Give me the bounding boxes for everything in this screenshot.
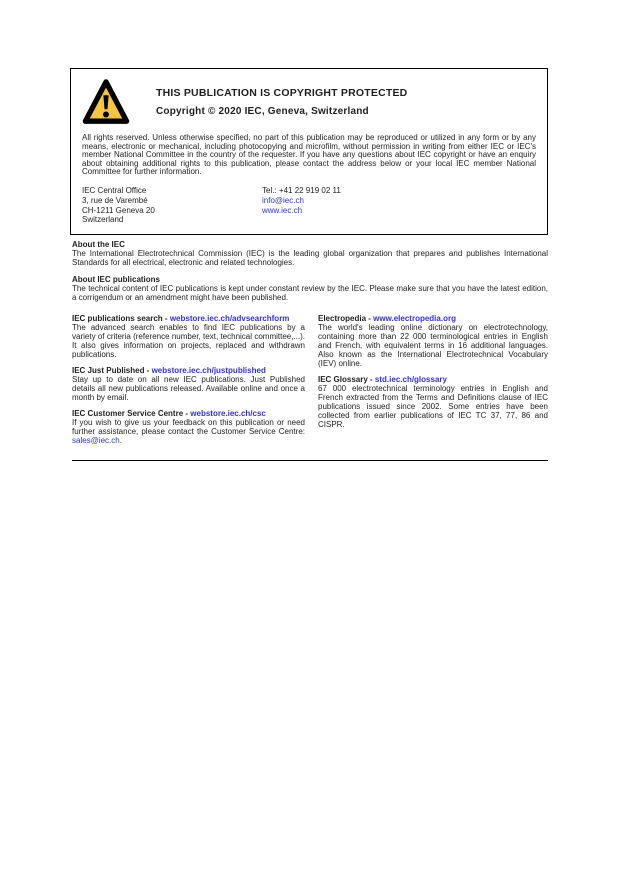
electropedia-item [318, 314, 548, 368]
resources-column-left [72, 314, 305, 445]
lower-content [72, 240, 548, 461]
address-line: 3, rue de Varembé [82, 195, 148, 205]
iec-glossary-label: IEC Glossary - [318, 374, 375, 384]
publications-search-text: The advanced search enables to find IEC publications by a variety of criteria (reference number, text, technical committee,...). It also gives information on projects, replaced and withdrawn publications. [72, 322, 305, 359]
email-link[interactable]: info@iec.ch [262, 195, 304, 205]
electropedia-title [318, 314, 548, 323]
iec-glossary-text: 67 000 electrotechnical terminology entries in English and French extracted from the Terms and Definitions clause of IEC publications issued since 2002. Some entries have been collected from earlier publications of IEC TC 37, 77, 86 and CISPR. [318, 383, 548, 429]
electropedia-link[interactable]: www.electropedia.org [373, 313, 456, 323]
publications-search-body [72, 323, 305, 359]
about-iec-publications-section [72, 275, 548, 303]
iec-glossary-title [318, 375, 548, 384]
rights-reserved-paragraph: All rights reserved. Unless otherwise specified, no part of this publication may be reproduced or utilized in any form or by any means, electronic or mechanical, including photocopying and microfilm, without permission in writing from either IEC or IEC's member National Committee in the country of the requester. If you have any questions about IEC copyright or have an enquiry about obtaining additional rights to this publication, please contact the address below or your local IEC member National Committee for further information. [82, 133, 536, 177]
electropedia-label: Electropedia - [318, 313, 374, 323]
bottom-divider [72, 460, 548, 461]
copyright-titles [156, 87, 407, 117]
about-iec-publications-body: The technical content of IEC publications is kept under constant review by the IEC. Please make sure that you have the latest edition, a corrigendum or an amendment might have been published. [72, 283, 548, 303]
customer-service-item [72, 409, 305, 445]
website-link[interactable]: www.iec.ch [262, 205, 303, 215]
copyright-box [70, 68, 548, 235]
warning-triangle-icon [82, 77, 130, 127]
about-the-iec-section [72, 240, 548, 268]
justpublished-link[interactable]: webstore.iec.ch/justpublished [151, 365, 266, 375]
just-published-label: IEC Just Published - [72, 365, 152, 375]
publications-search-title [72, 314, 305, 323]
address-line: IEC Central Office [82, 185, 147, 195]
iec-glossary-body [318, 384, 548, 429]
just-published-item [72, 366, 305, 402]
just-published-title [72, 366, 305, 375]
publications-search-label: IEC publications search - [72, 313, 170, 323]
customer-service-body [72, 418, 305, 445]
about-iec-publications-heading: About IEC publications [72, 274, 160, 284]
publications-search-item [72, 314, 305, 359]
address-line: Switzerland [82, 215, 124, 225]
csc-link[interactable]: webstore.iec.ch/csc [190, 408, 266, 418]
iec-contact-info [262, 186, 341, 225]
customer-service-label: IEC Customer Service Centre - [72, 408, 191, 418]
iec-address [82, 186, 262, 225]
iec-glossary-item [318, 375, 548, 429]
resources-columns [72, 314, 548, 445]
copyright-year-line: Copyright © 2020 IEC, Geneva, Switzerland [156, 106, 369, 117]
customer-service-after: . [119, 435, 122, 445]
copyright-protected-title: THIS PUBLICATION IS COPYRIGHT PROTECTED [156, 87, 408, 99]
sales-email-link[interactable]: sales@iec.ch [72, 435, 120, 445]
address-line: CH-1211 Geneva 20 [82, 205, 155, 215]
glossary-link[interactable]: std.iec.ch/glossary [374, 374, 447, 384]
electropedia-body [318, 323, 548, 368]
advsearchform-link[interactable]: webstore.iec.ch/advsearchform [169, 313, 290, 323]
telephone-number: Tel.: +41 22 919 02 11 [262, 185, 341, 195]
resources-column-right [318, 314, 548, 445]
contact-row [82, 186, 536, 225]
electropedia-text: The world's leading online dictionary on electrotechnology, containing more than 22 000 terminological entries in English and French, with equivalent terms in 16 additional languages. Also known as the International Electrotechnical Vocabulary (IEV) online. [318, 322, 548, 368]
copyright-box-header [82, 77, 536, 127]
just-published-text: Stay up to date on all new IEC publications. Just Published details all new publications released. Available online and once a month by email. [72, 374, 305, 402]
customer-service-title [72, 409, 305, 418]
just-published-body [72, 375, 305, 402]
about-the-iec-body: The International Electrotechnical Commission (IEC) is the leading global organization that prepares and publishes International Standards for all electrical, electronic and related technologies. [72, 249, 548, 268]
customer-service-text: If you wish to give us your feedback on this publication or need further assistance, please contact the Customer Service Centre: [72, 417, 305, 436]
about-the-iec-heading: About the IEC [72, 240, 125, 249]
